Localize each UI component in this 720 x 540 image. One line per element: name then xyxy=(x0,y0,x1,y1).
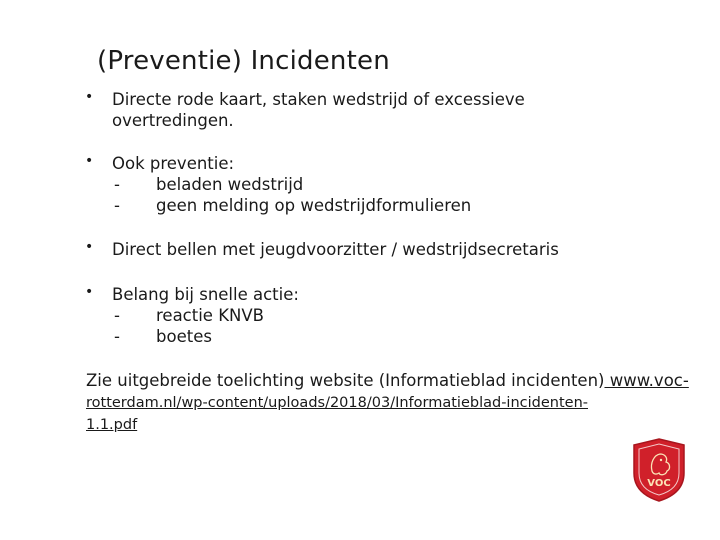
footer-text: Zie uitgebreide toelichting website (Informatieblad incidenten) xyxy=(86,371,605,390)
voc-logo xyxy=(630,437,688,503)
footer-link[interactable]: rotterdam.nl/wp-content/uploads/2018/03/Informatieblad-incidenten- xyxy=(86,395,588,411)
bullet-marker: • xyxy=(85,89,94,105)
footer-note xyxy=(86,370,689,433)
bullet-marker: • xyxy=(85,153,94,169)
sub-item xyxy=(112,174,304,195)
sub-item xyxy=(112,326,299,347)
logo-text: VOC xyxy=(647,478,671,489)
dash-marker: - xyxy=(114,196,120,215)
dash-marker: - xyxy=(114,175,120,194)
dash-marker: - xyxy=(114,327,120,346)
sub-item xyxy=(112,195,472,216)
sub-item-text: reactie KNVB xyxy=(156,306,264,325)
footer-link[interactable]: www.voc- xyxy=(604,371,689,390)
bullet-marker: • xyxy=(85,239,94,255)
sub-item-text: geen melding op wedstrijdformulieren xyxy=(156,196,472,215)
bullet-text: Belang bij snelle actie: xyxy=(112,285,299,304)
sub-item-text: beladen wedstrijd xyxy=(156,175,304,194)
bullet-text: Directe rode kaart, staken wedstrijd of excessieve xyxy=(112,90,525,109)
bullet-text: Ook preventie: xyxy=(112,154,235,173)
sub-item-text: boetes xyxy=(156,327,212,346)
bullet-text: Direct bellen met jeugdvoorzitter / wedstrijdsecretaris xyxy=(112,240,559,259)
slide-title: (Preventie) Incidenten xyxy=(97,46,390,76)
bullet-marker: • xyxy=(85,284,94,300)
footer-link[interactable]: 1.1.pdf xyxy=(86,417,138,433)
bullet-text-continued: overtredingen. xyxy=(112,111,234,130)
dash-marker: - xyxy=(114,306,120,325)
sub-item xyxy=(112,305,299,326)
